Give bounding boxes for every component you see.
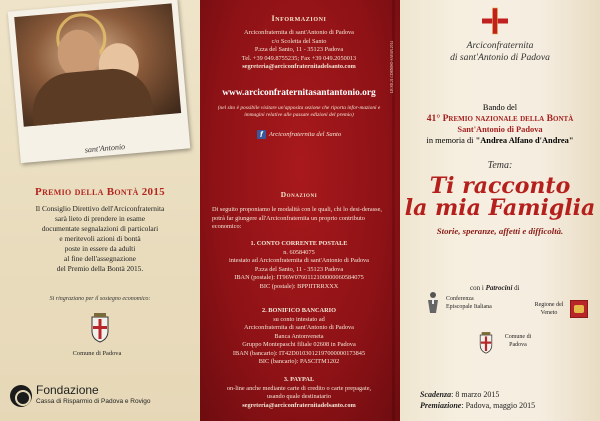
donazioni-heading: Donazioni (280, 190, 318, 199)
donazioni-section (206, 190, 392, 232)
site-note: (nel sito è possibile visitare un'apposita sezione che riporta infor-mazioni e immagini relative alle passate edizioni del premio) (217, 105, 381, 119)
info-email[interactable]: segreteria@arciconfraternitadelsanto.com (242, 63, 356, 70)
paypal-email[interactable]: segreteria@arciconfraternitadelsanto.com (242, 401, 356, 409)
tema-label: Tema: (487, 160, 513, 171)
website-section (206, 88, 392, 142)
info-heading: Informazioni (271, 14, 327, 23)
bando-heading: Bando del 41° Premio nazionale della Bontà Sant'Antonio di Padova in memoria di "Andrea Alfano d'Andrea" (426, 103, 574, 145)
paypal-title: 3. PAYPAL (283, 376, 315, 383)
prize-intro: Il Consiglio Direttivo dell'Arciconfraternita sarà lieto di prendere in esame documentate segnalazioni di particolari e meritevoli azioni di bontà poste in essere da adulti al fine dell'assegnazione del Premio della Bontà 2015. (35, 204, 165, 273)
main-title: Ti racconto la mia Famiglia (404, 173, 596, 221)
photo-caption: sant'Antonio (84, 141, 126, 155)
padova-crest-icon (89, 313, 111, 343)
donazioni-intro: Di seguito proponiamo le modalità con le quali, chi lo desi-derasse, potrà far giungere all'Arciconfraternita un proprio contributo economico: (212, 206, 382, 230)
saint-photo-card (8, 0, 191, 163)
red-cross-icon (480, 6, 510, 36)
facebook-link[interactable]: f Arciconfraternita del Santo (257, 130, 341, 139)
ccp-section: 1. CONTO CORRENTE POSTALE n. 60584075 intestato ad Arciconfraternita di sant'Antonio di Padova P.zza del Santo, 11 - 35123 Padova IBAN (postale): IT96W0760112100000060584075 BIC (postale): BPPIITRRXXX (206, 240, 392, 291)
comune-label: Comune di Padova (72, 350, 122, 357)
left-panel (0, 0, 200, 421)
info-section: Informazioni Arciconfraternita di sant'Antonio di Padova c/o Scoletta del Santo P.zza del Santo, 11 - 35123 Padova Tel. +39 049.8755235; Fax +39 049.2050013 segreteria@arciconfraternitadelsanto.com (206, 14, 392, 72)
cei-icon (426, 291, 440, 315)
website-link[interactable]: www.arciconfraternitasantantonio.org (222, 88, 376, 98)
deadlines: Scadenza: 8 marzo 2015 Premiazione: Padova, maggio 2015 (420, 390, 536, 410)
saint-anthony-image (14, 3, 181, 126)
fondazione-logo (10, 381, 200, 413)
paypal-section: 3. PAYPAL on-line anche mediante carte di credito o carte prepagate, usando quale destinatario segreteria@arciconfraternitadelsanto.com (206, 376, 392, 410)
brochure: sant'Antonio Premio della Bontà 2015 Il Consiglio Direttivo dell'Arciconfraternita sarà lieto di prendere in esame documentate segnalazioni di particolari e meritevoli azioni di bontà poste in essere da adulti al fine dell'assegnazione del Premio della Bontà 2015. Si ringraziano per il sostegno economico: Comune di Padova Fondazione Cassa di Risparmio di Padova e Rovigo LR.SD.21.CORNISO-SAVAN.2014 Informazioni Arciconfraternita di sant'Antonio di Padova c/o Scoletta del Santo P.zza del Santo, 11 - 35123 Padova Tel. +39 049.8755235; Fax +39 049.2050013 segreteria@arciconfraternitadelsanto.com www.arciconfraternitasantantonio.org (nel sito è possibile visitare un'apposita sezione che riporta infor-mazioni e immagini relative alle passate edizioni del premio) f Arciconfraternita del Santo Donazioni Di seguito proponiamo le modalità con le quali, chi lo desi-derasse, potrà far giungere all'Arciconfraternita un proprio contributo economico: 1. CONTO CORRENTE POSTALE n. 60584075 intestato ad Arciconfraternita di sant'Antonio di Padova P.zza del Santo, 11 - 35123 Padova IBAN (postale): IT96W0760112100000060584075 BIC (postale): BPPIITRRXXX 2. BONIFICO BANCARIO su conto intestato ad Arciconfraternita di sant'Antonio di Padova Banca Antonveneta Gruppo Montepaschi filiale 02608 in Padova IBAN (bancario): IT42D0103012197000000173845 BIC (bancario): PASCITM1202 3. PAYPAL on-line anche mediante carte di credito o carte prepagate, usando quale destinatario segreteria@arciconfraternitadelsanto.com Arciconfraternita di sant'Antonio di Padova Bando del 41° Premio nazionale della Bontà Sant'Antonio di Padova in memoria di "Andrea Alfano d'Andrea" Tema: Ti racconto la mia Famiglia Storie, speranze, affetti e difficoltà. con i Patrocini di Conferenza Episcopale Italiana Regione del Veneto Comune di Padova Scadenza: 8 marzo 2015 Premiazione: Padova, maggio 2015 (0, 0, 600, 421)
bonifico-title: 2. BONIFICO BANCARIO (262, 307, 336, 314)
patrocini-label: con i Patrocini di (470, 284, 520, 292)
fondazione-sub: Cassa di Risparmio di Padova e Rovigo (36, 398, 151, 405)
confraternity-name: Arciconfraternita di sant'Antonio di Padova (450, 40, 550, 63)
sponsors-thanks: Si ringraziano per il sostegno economico: (49, 296, 151, 302)
fondazione-icon (10, 385, 32, 407)
comune-sponsor (72, 313, 122, 357)
middle-panel (200, 0, 400, 421)
fondazione-name: Fondazione (36, 383, 99, 397)
ccp-title: 1. CONTO CORRENTE POSTALE (250, 240, 348, 247)
veneto-lion-icon (570, 300, 588, 318)
bonifico-section: 2. BONIFICO BANCARIO su conto intestato ad Arciconfraternita di sant'Antonio di Padova Banca Antonveneta Gruppo Montepaschi filiale 02608 in Padova IBAN (bancario): IT42D0103012197000000173845 BIC (bancario): PASCITM1202 (206, 307, 392, 367)
padova-crest-icon (478, 332, 494, 354)
subtitle: Storie, speranze, affetti e difficoltà. (436, 226, 564, 236)
print-code: LR.SD.21.CORNISO-SAVAN.2014 (390, 41, 394, 93)
prize-title: Premio della Bontà 2015 (35, 186, 165, 198)
facebook-icon: f (257, 130, 266, 139)
